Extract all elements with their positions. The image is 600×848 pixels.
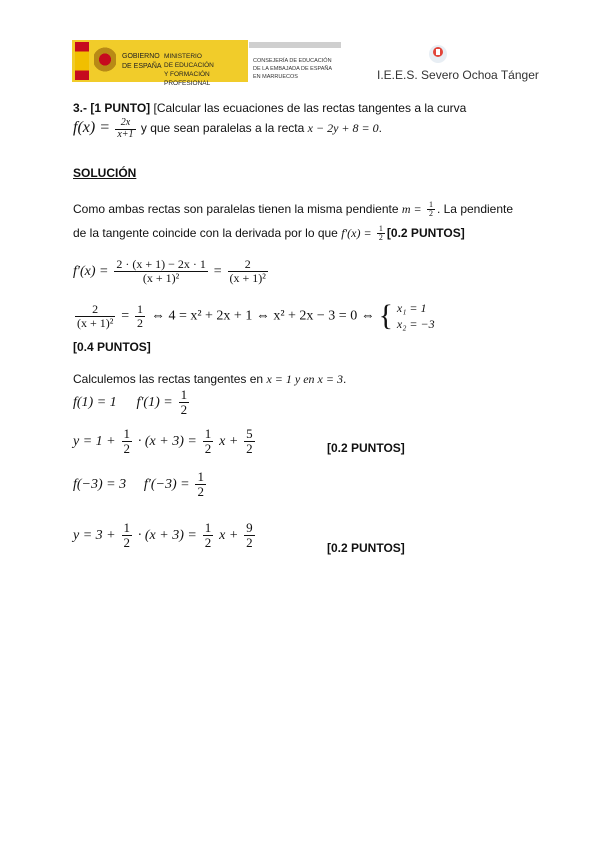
deriv-den-2: (x + 1)²: [229, 270, 266, 285]
t2-frac-c: [244, 521, 255, 549]
line-equation: x − 2y + 8 = 0: [307, 121, 379, 136]
fprime-at-minus-3: f′(−3) =: [143, 476, 190, 492]
slope-lhs: m =: [401, 202, 422, 217]
problem-statement-line-1: [73, 101, 466, 115]
derivative-lhs: f′(x) =: [341, 226, 372, 241]
para1-end: . La pendiente: [436, 202, 514, 217]
problem-text: [Calcular las ecuaciones de las rectas tangentes a la curva: [153, 101, 467, 115]
solution-paragraph-1: [73, 201, 513, 219]
ministry-line-3: Y FORMACIÓN PROFESIONAL: [164, 71, 211, 87]
school-logo-icon: [427, 44, 449, 64]
derivative-equation: [73, 258, 270, 284]
consejeria-line-1: CONSEJERÍA DE EDUCACIÓN: [253, 58, 332, 64]
function-numerator: 2x: [115, 118, 135, 130]
problem-number: 3.-: [73, 101, 88, 115]
f-at-minus-3-line: [73, 470, 208, 498]
deriv-fraction-1: [114, 258, 208, 284]
problem-points: [1 PUNTO]: [90, 101, 151, 115]
header: [0, 0, 600, 95]
t1-b-den: 2: [204, 440, 212, 456]
t1-frac-c: [244, 427, 255, 455]
function-denominator: x+1: [117, 128, 134, 140]
function-lhs: f(x) =: [73, 119, 110, 137]
eq2-half-num: 1: [137, 301, 144, 316]
points-label-b: [0.4 PUNTOS]: [73, 340, 151, 354]
t1-a-den: 2: [123, 440, 130, 456]
fprime-1-fraction: [179, 388, 190, 416]
para2-text: de la tangente coincide con la derivada por lo que: [73, 226, 338, 241]
consejeria-bar: [249, 42, 341, 48]
government-line-2: DE ESPAÑA: [122, 63, 162, 70]
calc-intro: [73, 372, 346, 387]
points-label-a: [0.2 PUNTOS]: [386, 226, 465, 241]
consejeria-line-2: DE LA EMBAJADA DE ESPAÑA: [253, 66, 333, 72]
deriv-f: f′(x) =: [73, 263, 109, 279]
calc-end: .: [342, 372, 347, 386]
calc-intro-text: Calculemos las rectas tangentes en: [73, 372, 264, 386]
fprime-3-fraction: [195, 470, 206, 498]
eq2-equals: =: [121, 308, 130, 324]
t2-b-den: 2: [204, 534, 212, 550]
t1-c-den: 2: [246, 440, 253, 456]
government-logo: [72, 40, 248, 87]
t2-c-den: 2: [246, 534, 253, 550]
eq2-num: 2: [75, 303, 115, 317]
root-1: x₁ = 1: [396, 301, 427, 315]
t2-b-num: 1: [204, 520, 212, 535]
consejeria-line-3: EN MARRUECOS: [253, 74, 298, 80]
f-at-minus-3: f(−3) = 3: [73, 476, 127, 492]
tangent-2-equation: [73, 521, 257, 549]
t1-lhs: y = 1 +: [73, 433, 116, 449]
t2-a-den: 2: [123, 534, 130, 550]
deriv-num-1: 2 · (x + 1) − 2x · 1: [116, 257, 206, 271]
slope-num: 1: [428, 200, 433, 209]
consejeria-logo: [249, 40, 341, 82]
deriv-den-1: (x + 1)²: [142, 270, 180, 285]
fp3-den: 2: [197, 483, 204, 499]
f-at-1: f(1) = 1: [73, 394, 117, 410]
deriv-fraction-2: [228, 258, 268, 284]
t1-mid: · (x + 3) =: [137, 433, 197, 449]
eq2-half-den: 2: [137, 315, 144, 330]
fp1-num: 1: [180, 387, 188, 402]
eq2-half: [135, 303, 145, 329]
t2-c-num: 9: [246, 520, 253, 535]
t2-x: x +: [219, 527, 239, 543]
t1-frac-a: [122, 427, 133, 455]
coat-of-arms-icon: [94, 46, 116, 76]
problem-statement-line-2: [73, 118, 382, 140]
derivative-fraction: [377, 225, 385, 243]
tangent-1-equation: [73, 427, 257, 455]
school-name: I.E.E.S. Severo Ochoa Tánger: [377, 68, 539, 82]
fp3-num: 1: [197, 469, 204, 484]
t1-b-num: 1: [204, 426, 212, 441]
slope-den: 2: [428, 209, 433, 219]
fp1-den: 2: [180, 401, 188, 417]
t2-mid: · (x + 3) =: [137, 527, 197, 543]
para1-text: Como ambas rectas son paralelas tienen la misma pendiente: [73, 202, 399, 217]
points-label-d: [0.2 PUNTOS]: [327, 541, 405, 555]
slope-fraction: [427, 201, 435, 219]
f-at-1-line: [73, 388, 191, 416]
problem-end: .: [378, 121, 382, 136]
ministry-line-1: MINISTERIO: [164, 53, 202, 60]
deriv-num-2: 2: [228, 258, 268, 272]
root-2: x₂ = −3: [396, 317, 435, 331]
points-label-c: [0.2 PUNTOS]: [327, 441, 405, 455]
eq2-den: (x + 1)²: [77, 315, 114, 330]
deriv-equals: =: [213, 263, 222, 279]
eq2-fraction: [75, 303, 115, 329]
calc-points: x = 1 y en x = 3: [266, 372, 343, 386]
solution-paragraph-2: [73, 225, 465, 243]
eq2-chain: ⇔ 4 = x² + 2x + 1 ⇔ x² + 2x − 3 = 0 ⇔: [150, 308, 375, 324]
solve-equation: $\frac{2}{\text{(x + 1)²}}$ = $\frac{1}{2}$ ⇔ 4 = x² + 2x + 1 ⇔ x² + 2x − 3 = 0 ⇔ { x₁ = 1 x₂ = −3: [77, 299, 435, 332]
t1-x: x +: [219, 433, 239, 449]
t1-frac-b: [203, 427, 214, 455]
t1-a-num: 1: [123, 426, 130, 441]
t1-c-num: 5: [246, 426, 253, 441]
t2-lhs: y = 3 +: [73, 527, 116, 543]
fprime-at-1: f′(1) =: [136, 394, 173, 410]
solution-heading: SOLUCIÓN: [73, 166, 137, 180]
ministry-line-2: DE EDUCACIÓN: [164, 62, 214, 69]
flag-stripe-icon: [75, 42, 89, 80]
t2-frac-b: [203, 521, 214, 549]
derivative-den: 2: [378, 233, 383, 243]
derivative-num: 1: [378, 224, 383, 233]
t2-a-num: 1: [123, 520, 130, 535]
problem-text-2: y que sean paralelas a la recta: [140, 121, 305, 136]
government-line-1: GOBIERNO: [122, 53, 160, 60]
function-fraction: [115, 118, 135, 140]
t2-frac-a: [122, 521, 133, 549]
